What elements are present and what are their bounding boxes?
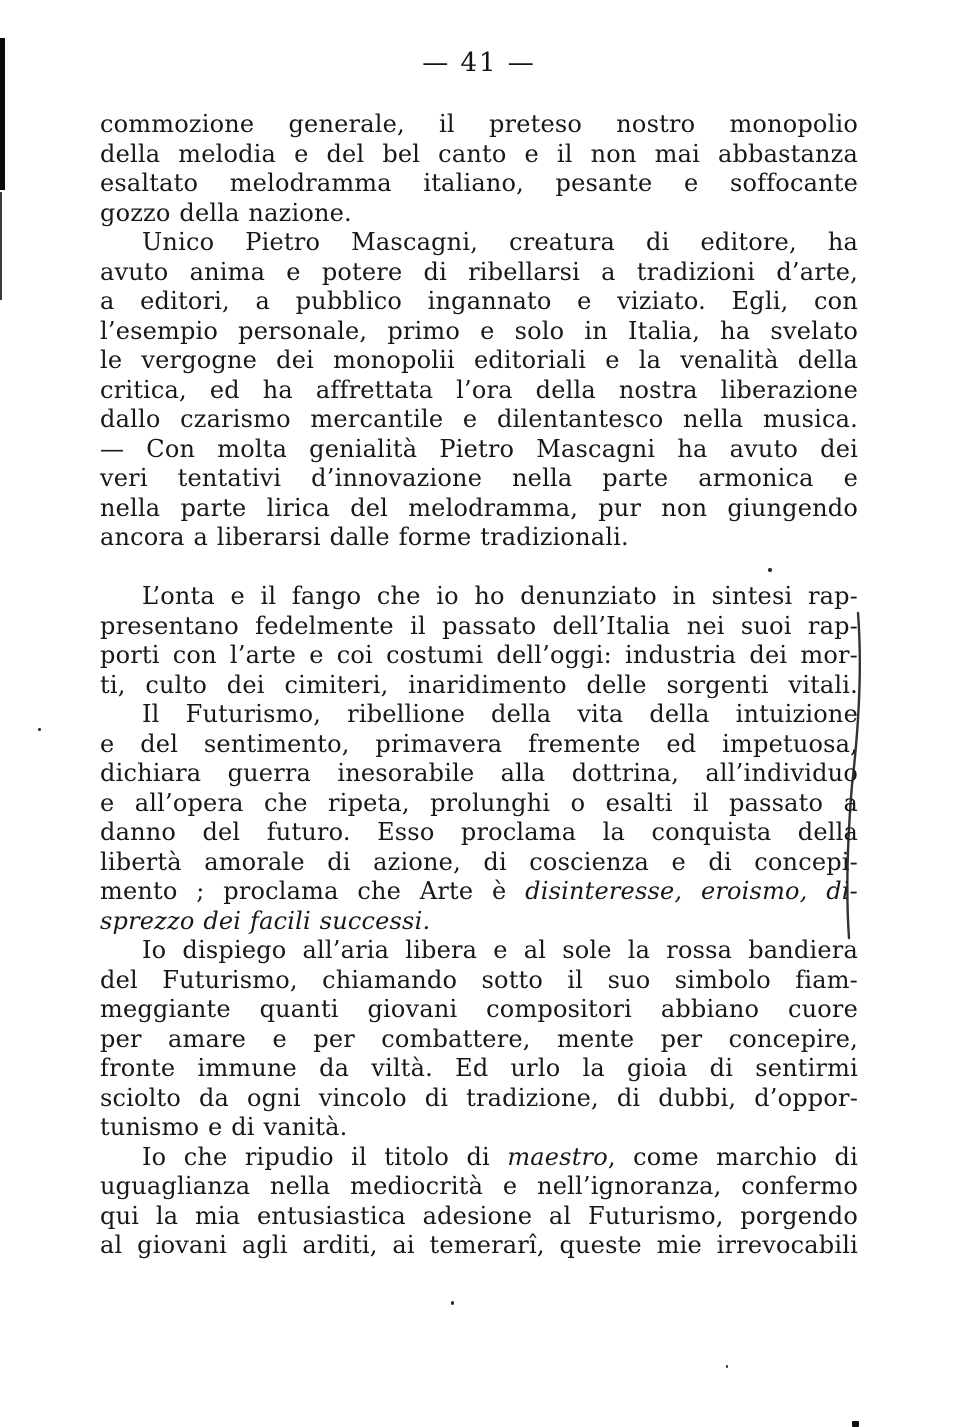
italic-text-segment: sprezzo dei facili successi. bbox=[100, 906, 431, 935]
text-line bbox=[100, 1202, 858, 1232]
text-segment: a editori, a pubblico ingannato e viziato. Egli, con bbox=[100, 287, 858, 315]
text-segment: le vergogne dei monopolii editoriali e la venalità della bbox=[100, 346, 858, 374]
text-line bbox=[100, 966, 858, 996]
text-line bbox=[100, 671, 858, 701]
text-line bbox=[100, 1054, 858, 1084]
text-line bbox=[100, 376, 858, 406]
text-line bbox=[100, 169, 858, 199]
paragraph bbox=[100, 435, 858, 553]
text-line bbox=[100, 464, 858, 494]
text-segment: della melodia e del bel canto e il non mai abbastanza bbox=[100, 139, 858, 168]
text-line bbox=[100, 199, 858, 229]
text-segment: porti con l’arte e coi costumi dell’oggi: industria dei mor- bbox=[100, 641, 858, 669]
text-segment: e del sentimento, primavera fremente ed impetuosa, bbox=[100, 729, 858, 758]
text-segment: mento ; proclama che Arte è bbox=[100, 877, 526, 905]
text-line bbox=[100, 1113, 858, 1143]
text-line bbox=[100, 140, 858, 170]
scan-speck bbox=[451, 1301, 454, 1305]
text-line bbox=[100, 1231, 858, 1261]
text-segment: avuto anima e potere di ribellarsi a tradizioni d’arte, bbox=[100, 257, 858, 286]
paragraph bbox=[100, 228, 858, 435]
text-line bbox=[100, 582, 858, 612]
text-line bbox=[100, 818, 858, 848]
text-line bbox=[100, 1143, 858, 1173]
text-segment: uguaglianza nella mediocrità e nell’ignoranza, confermo bbox=[100, 1172, 858, 1200]
text-segment: e all’opera che ripeta, prolunghi o esalti il passato a bbox=[100, 788, 858, 817]
italic-text-segment: maestro bbox=[507, 1142, 608, 1171]
text-segment: — Con molta genialità Pietro Mascagni ha avuto dei bbox=[100, 434, 858, 463]
text-segment: meggiante quanti giovani compositori abbiano cuore bbox=[100, 995, 858, 1023]
text-line bbox=[100, 877, 858, 907]
scan-speck bbox=[768, 568, 772, 572]
text-line bbox=[100, 936, 858, 966]
text-line bbox=[100, 995, 858, 1025]
text-line bbox=[100, 759, 858, 789]
scan-speck bbox=[38, 728, 41, 731]
text-segment: sciolto da ogni vincolo di tradizione, di dubbi, d’oppor- bbox=[100, 1083, 858, 1112]
margin-annotation-line bbox=[838, 605, 868, 950]
text-segment: Unico Pietro Mascagni, creatura di editore, ha bbox=[142, 228, 858, 256]
text-line bbox=[100, 405, 858, 435]
text-line bbox=[100, 494, 858, 524]
text-segment: critica, ed ha affrettata l’ora della nostra liberazione bbox=[100, 375, 858, 404]
text-line bbox=[100, 287, 858, 317]
page-body bbox=[100, 110, 858, 1261]
text-segment: del Futurismo, chiamando sotto il suo simbolo fiam- bbox=[100, 965, 858, 994]
text-line bbox=[100, 789, 858, 819]
text-segment: presentano fedelmente il passato dell’Italia nei suoi rap- bbox=[100, 611, 858, 640]
left-edge-scan-artifact bbox=[0, 38, 5, 190]
paragraph bbox=[100, 1143, 858, 1261]
text-segment: Io che ripudio il titolo di bbox=[142, 1142, 508, 1171]
scan-speck bbox=[726, 1365, 728, 1368]
text-segment: veri tentativi d’innovazione nella parte armonica e bbox=[100, 464, 858, 492]
text-line bbox=[100, 641, 858, 671]
text-line bbox=[100, 258, 858, 288]
text-line bbox=[100, 700, 858, 730]
text-line bbox=[100, 848, 858, 878]
paragraph bbox=[100, 110, 858, 228]
text-line bbox=[100, 435, 858, 465]
paragraph bbox=[100, 700, 858, 936]
text-segment: l’esempio personale, primo e solo in Italia, ha svelato bbox=[100, 316, 858, 345]
text-segment: , come marchio di bbox=[607, 1142, 858, 1171]
text-line bbox=[100, 1172, 858, 1202]
text-line bbox=[100, 612, 858, 642]
text-line bbox=[100, 1084, 858, 1114]
text-line bbox=[100, 110, 858, 140]
text-line bbox=[100, 907, 858, 937]
text-line bbox=[100, 730, 858, 760]
text-segment: ancora a liberarsi dalle forme tradizionali. bbox=[100, 523, 629, 551]
text-segment: ti, culto dei cimiteri, inaridimento delle sorgenti vitali. bbox=[100, 670, 858, 699]
italic-text-segment: disinteresse, eroismo, di- bbox=[525, 877, 858, 905]
text-segment: dichiara guerra inesorabile alla dottrina, all’individuo bbox=[100, 759, 858, 787]
left-edge-scan-artifact-faint bbox=[0, 192, 2, 300]
text-segment: Il Futurismo, ribellione della vita della intuizione bbox=[142, 700, 858, 728]
text-segment: fronte immune da viltà. Ed urlo la gioia di sentirmi bbox=[100, 1054, 858, 1082]
text-line bbox=[100, 1025, 858, 1055]
corner-scan-mark bbox=[852, 1421, 859, 1427]
paragraph bbox=[100, 936, 858, 1143]
text-line bbox=[100, 317, 858, 347]
text-segment: nella parte lirica del melodramma, pur non giungendo bbox=[100, 493, 858, 522]
text-segment: esaltato melodramma italiano, pesante e soffocante bbox=[100, 169, 858, 197]
text-segment: al giovani agli arditi, ai temerarî, queste mie irrevocabili bbox=[100, 1231, 858, 1259]
text-segment: commozione generale, il preteso nostro monopolio bbox=[100, 110, 858, 138]
text-line bbox=[100, 523, 858, 553]
text-segment: per amare e per combattere, mente per concepire, bbox=[100, 1024, 858, 1053]
text-line bbox=[100, 228, 858, 258]
paragraph bbox=[100, 582, 858, 700]
page-number-header: — 41 — bbox=[422, 48, 536, 78]
text-segment: gozzo della nazione. bbox=[100, 198, 352, 227]
text-segment: tunismo e di vanità. bbox=[100, 1113, 348, 1141]
text-line bbox=[100, 346, 858, 376]
text-segment: libertà amorale di azione, di coscienza e di concepi- bbox=[100, 847, 858, 876]
text-segment: L’onta e il fango che io ho denunziato in sintesi rap- bbox=[142, 582, 858, 610]
text-segment: dallo czarismo mercantile e dilentantesco nella musica. bbox=[100, 405, 858, 433]
text-segment: danno del futuro. Esso proclama la conquista della bbox=[100, 818, 858, 846]
text-segment: Io dispiego all’aria libera e al sole la rossa bandiera bbox=[142, 936, 858, 964]
text-segment: qui la mia entusiastica adesione al Futurismo, porgendo bbox=[100, 1201, 858, 1230]
